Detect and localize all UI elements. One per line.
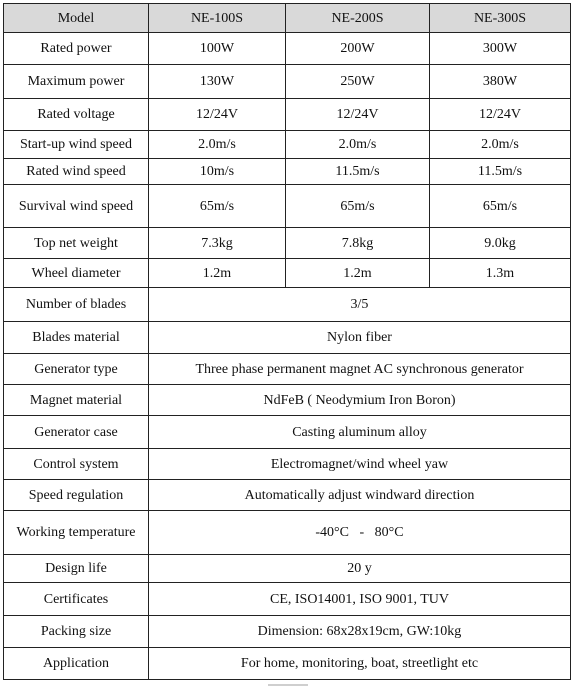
row-survival-wind-speed	[4, 185, 571, 228]
merged-value-cell: 3/5	[149, 288, 571, 322]
row-label: Packing size	[4, 616, 149, 648]
header-ne-100s: NE-100S	[149, 4, 286, 33]
cell-ne-300s: 2.0m/s	[430, 131, 571, 159]
cell-ne-100s: 2.0m/s	[149, 131, 286, 159]
row-rated-power	[4, 33, 571, 65]
cell-ne-200s: 200W	[286, 33, 430, 65]
cell-ne-100s: 10m/s	[149, 159, 286, 185]
merged-value-cell: -40°C - 80°C	[149, 511, 571, 555]
cell-ne-100s: 1.2m	[149, 259, 286, 288]
row-label: Magnet material	[4, 385, 149, 416]
row-maximum-power	[4, 65, 571, 99]
cell-ne-200s: 7.8kg	[286, 228, 430, 259]
header-ne-300s: NE-300S	[430, 4, 571, 33]
merged-value-cell: Nylon fiber	[149, 322, 571, 354]
cell-ne-200s: 250W	[286, 65, 430, 99]
merged-value-cell: Casting aluminum alloy	[149, 416, 571, 449]
merged-value-cell: For home, monitoring, boat, streetlight etc	[149, 648, 571, 680]
row-label: Wheel diameter	[4, 259, 149, 288]
merged-value-cell: Dimension: 68x28x19cm, GW:10kg	[149, 616, 571, 648]
cell-ne-300s: 380W	[430, 65, 571, 99]
bottom-scroll-mark	[268, 684, 308, 686]
row-speed-regulation	[4, 480, 571, 511]
header-ne-200s: NE-200S	[286, 4, 430, 33]
row-generator-case	[4, 416, 571, 449]
row-packing-size	[4, 616, 571, 648]
cell-ne-300s: 12/24V	[430, 99, 571, 131]
cell-ne-100s: 100W	[149, 33, 286, 65]
row-label: Certificates	[4, 583, 149, 616]
cell-ne-200s: 65m/s	[286, 185, 430, 228]
header-model: Model	[4, 4, 149, 33]
merged-value-cell: Automatically adjust windward direction	[149, 480, 571, 511]
row-label: Rated wind speed	[4, 159, 149, 185]
cell-ne-100s: 12/24V	[149, 99, 286, 131]
row-label: Generator type	[4, 354, 149, 385]
row-label: Control system	[4, 449, 149, 480]
merged-value-cell: NdFeB ( Neodymium Iron Boron)	[149, 385, 571, 416]
row-label: Generator case	[4, 416, 149, 449]
row-label: Design life	[4, 555, 149, 583]
cell-ne-300s: 65m/s	[430, 185, 571, 228]
row-label: Top net weight	[4, 228, 149, 259]
cell-ne-100s: 130W	[149, 65, 286, 99]
row-number-of-blades	[4, 288, 571, 322]
cell-ne-100s: 7.3kg	[149, 228, 286, 259]
cell-ne-300s: 11.5m/s	[430, 159, 571, 185]
row-magnet-material	[4, 385, 571, 416]
row-label: Blades material	[4, 322, 149, 354]
row-label: Application	[4, 648, 149, 680]
cell-ne-200s: 12/24V	[286, 99, 430, 131]
cell-ne-200s: 1.2m	[286, 259, 430, 288]
cell-ne-100s: 65m/s	[149, 185, 286, 228]
row-label: Rated voltage	[4, 99, 149, 131]
row-certificates	[4, 583, 571, 616]
row-application	[4, 648, 571, 680]
row-top-net-weight	[4, 228, 571, 259]
row-design-life	[4, 555, 571, 583]
row-generator-type	[4, 354, 571, 385]
row-label: Number of blades	[4, 288, 149, 322]
row-wheel-diameter	[4, 259, 571, 288]
header-row	[4, 4, 571, 33]
row-label: Working temperature	[4, 511, 149, 555]
row-rated-voltage	[4, 99, 571, 131]
cell-ne-300s: 1.3m	[430, 259, 571, 288]
row-rated-wind-speed	[4, 159, 571, 185]
merged-value-cell: Three phase permanent magnet AC synchronous generator	[149, 354, 571, 385]
row-working-temperature	[4, 511, 571, 555]
row-label: Survival wind speed	[4, 185, 149, 228]
row-label: Rated power	[4, 33, 149, 65]
row-label: Maximum power	[4, 65, 149, 99]
row-label: Start-up wind speed	[4, 131, 149, 159]
merged-value-cell: Electromagnet/wind wheel yaw	[149, 449, 571, 480]
row-control-system	[4, 449, 571, 480]
cell-ne-300s: 9.0kg	[430, 228, 571, 259]
cell-ne-200s: 11.5m/s	[286, 159, 430, 185]
cell-ne-200s: 2.0m/s	[286, 131, 430, 159]
merged-value-cell: 20 y	[149, 555, 571, 583]
row-blades-material	[4, 322, 571, 354]
cell-ne-300s: 300W	[430, 33, 571, 65]
row-label: Speed regulation	[4, 480, 149, 511]
spec-table	[3, 3, 571, 680]
merged-value-cell: CE, ISO14001, ISO 9001, TUV	[149, 583, 571, 616]
row-start-up-wind-speed	[4, 131, 571, 159]
